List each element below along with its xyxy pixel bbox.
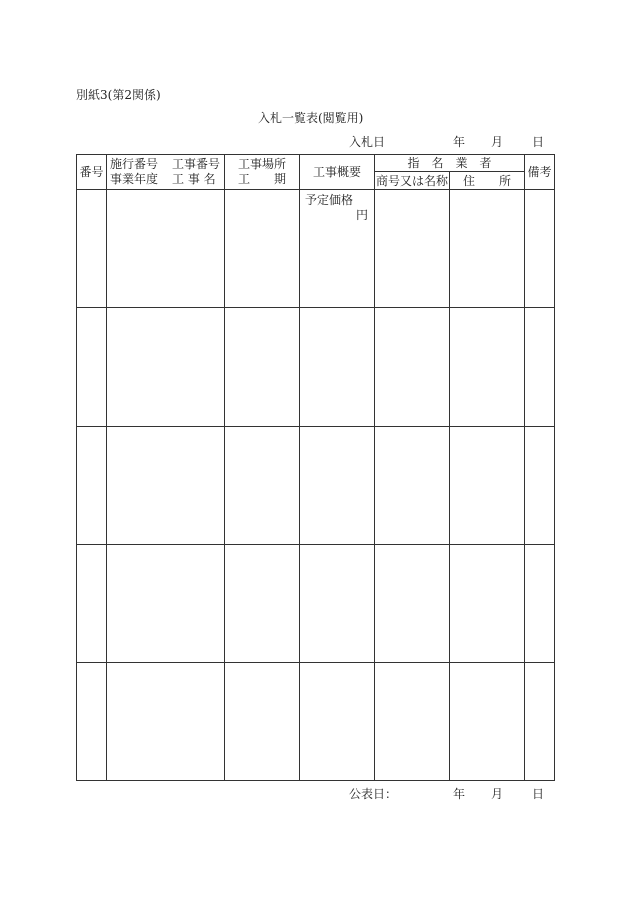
column-exec-number: 施行番号 <box>110 157 159 171</box>
column-work-name: 工 事 名 <box>172 172 216 186</box>
estimated-price-label: 予定価格 <box>305 193 354 207</box>
column-trade-name: 商号又は名称 <box>375 174 448 188</box>
column-work-period: 工 期 <box>237 172 286 186</box>
bid-date-label: 入札日 <box>349 135 386 149</box>
column-work-number: 工事番号 <box>172 157 221 171</box>
column-remarks: 備考 <box>527 165 552 179</box>
column-address: 住 所 <box>462 174 511 188</box>
form-reference: 別紙3(第2関係) <box>76 88 161 102</box>
column-designated-companies: 指 名 業 者 <box>407 156 492 170</box>
column-project-year: 事業年度 <box>110 172 159 186</box>
column-number: 番号 <box>79 165 104 179</box>
publish-date-month: 月 <box>491 787 504 801</box>
publish-date-day: 日 <box>532 787 545 801</box>
column-work-place: 工事場所 <box>237 157 286 171</box>
yen-unit: 円 <box>356 208 369 222</box>
publish-date-label: 公表日： <box>349 787 398 801</box>
bid-date-year: 年 <box>453 135 466 149</box>
bid-date-day: 日 <box>532 135 545 149</box>
bid-date-month: 月 <box>491 135 504 149</box>
column-work-overview: 工事概要 <box>312 165 361 179</box>
publish-date-year: 年 <box>453 787 466 801</box>
document-title: 入札一覧表(閲覧用) <box>258 111 364 125</box>
